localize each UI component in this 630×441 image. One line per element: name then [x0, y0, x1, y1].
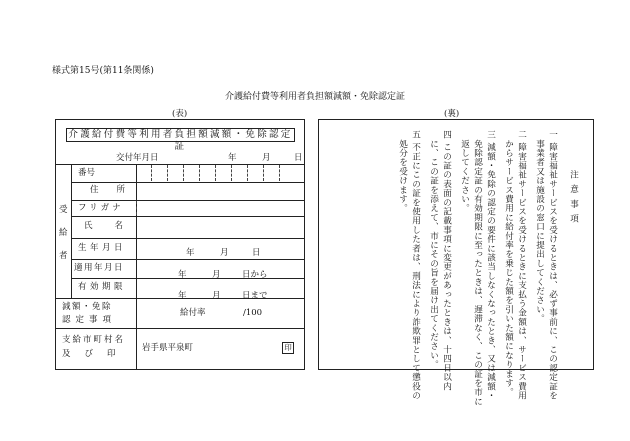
issue-year: 年 — [228, 153, 237, 163]
validity-label: 有効期限 — [78, 282, 127, 292]
recipient-char-3: 者 — [59, 251, 68, 261]
payer-label-1: 支給市町村名 — [62, 335, 126, 345]
inner-title: 介護給付費等利用者負担額減額・免除認定証 — [66, 128, 295, 142]
issue-date-label: 交付年月日 — [116, 153, 159, 163]
note-line-2: 事業者又は施設の窓口に提出してください。 — [534, 130, 545, 324]
note-line-11: 処分を受けます。 — [397, 130, 408, 213]
note-line-4: からサービス費用に給付率を乗じた額を引いた額になります。 — [503, 130, 514, 397]
front-side-label: (表) — [172, 109, 188, 119]
note-line-9: に、この証を添えて、市にその旨を届け出てください。 — [428, 130, 439, 370]
validity-year: 年 — [178, 291, 187, 301]
note-line-7: 返してください。 — [459, 130, 470, 213]
recipient-char-1: 受 — [59, 205, 68, 215]
issue-month: 月 — [262, 153, 271, 163]
validity-until: 日まで — [242, 291, 268, 301]
birth-year: 年 — [186, 248, 195, 258]
note-line-3: 二 障害福祉サービスを受けるときに支払う金額は、サービス費用 — [516, 130, 527, 401]
applicable-month: 月 — [212, 270, 221, 280]
note-line-5: 三 減額・免除の認定の要件に該当しなくなったとき、又は減額・ — [485, 130, 496, 401]
birth-date-label: 生年月日 — [78, 243, 127, 253]
document-title: 介護給付費等利用者負担額減額・免除認定証 — [224, 92, 405, 102]
applicable-year: 年 — [178, 270, 187, 280]
benefit-rate-label: 給付率 — [180, 308, 206, 318]
back-side-label: (裏) — [444, 109, 460, 119]
benefit-rate-value: /100 — [243, 308, 263, 318]
seal-mark: 印 — [282, 342, 294, 354]
payer-label-2: 及び印 — [62, 349, 130, 359]
number-label: 番号 — [78, 168, 96, 178]
reduction-label-2: 認定事項 — [62, 315, 117, 325]
note-line-1: 一 障害福祉サービスを受けるときは、必ず事前に、この認定証を — [547, 130, 558, 401]
front-card — [55, 119, 305, 370]
form-number: 様式第15号(第11条関係) — [52, 66, 154, 76]
birth-day: 日 — [252, 248, 261, 258]
applicable-date-label: 適用年月日 — [74, 263, 125, 273]
furigana-label: フリガナ — [78, 203, 124, 213]
birth-month: 月 — [220, 248, 229, 258]
note-line-8: 四 この証の表面の記載事項に変更があったときは、十四日以内 — [441, 130, 452, 391]
address-label: 住所 — [90, 185, 144, 195]
back-card — [318, 119, 594, 406]
note-line-10: 五 不正にこの証を使用した者は、刑法により詐欺罪として懲役の — [410, 130, 421, 401]
notes-title: 注意事項 — [568, 170, 579, 229]
applicable-from: 日から — [242, 270, 268, 280]
issue-day: 日 — [294, 153, 303, 163]
recipient-char-2: 給 — [59, 228, 68, 238]
reduction-label-1: 減額・免除 — [62, 302, 113, 312]
validity-month: 月 — [212, 291, 221, 301]
name-label: 氏名 — [84, 221, 146, 231]
note-line-6: 免除認定証の有効期限に至ったときは、遅滞なく、この証を市に — [472, 130, 483, 406]
payer-value: 岩手県平泉町 — [142, 343, 194, 353]
